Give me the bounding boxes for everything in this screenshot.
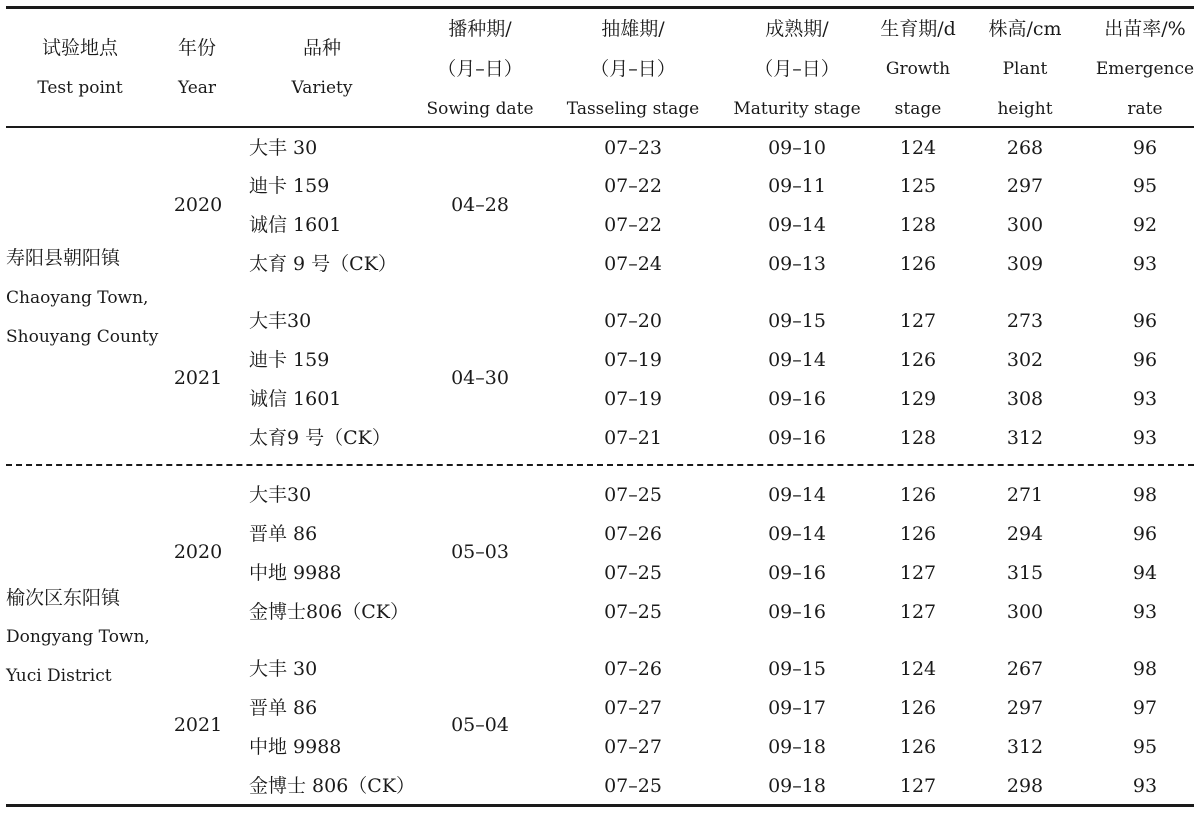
- sowing-date-cell: 04–28: [451, 194, 509, 216]
- maturity-cell: 09–16: [768, 427, 826, 449]
- growth-stage-cell: 124: [899, 658, 937, 680]
- growth-stage-cell: 129: [899, 388, 937, 410]
- growth-stage-cell: 127: [899, 562, 937, 584]
- plant-height-cell: 308: [1006, 388, 1044, 410]
- emergence-rate-cell: 95: [1132, 175, 1158, 197]
- emergence-rate-cell: 95: [1132, 736, 1158, 758]
- maturity-cell: 09–16: [768, 601, 826, 623]
- maturity-cell: 09–14: [768, 214, 826, 236]
- header-rule: [6, 126, 1194, 128]
- variety-cell: 晋单 86: [249, 523, 318, 545]
- emergence-rate-cell: 93: [1132, 388, 1158, 410]
- header-tasseling-cn: 抽雄期/: [601, 18, 665, 40]
- maturity-cell: 09–13: [768, 253, 826, 275]
- header-sowing-cn: 播种期/: [448, 18, 512, 40]
- growth-stage-cell: 127: [899, 775, 937, 797]
- top-rule: [6, 6, 1194, 9]
- sowing-date-cell: 05–03: [451, 541, 509, 563]
- header-emergence-en-2: rate: [1127, 99, 1163, 119]
- tasseling-cell: 07–25: [604, 601, 662, 623]
- tasseling-cell: 07–25: [604, 775, 662, 797]
- tasseling-cell: 07–26: [604, 523, 662, 545]
- tasseling-cell: 07–27: [604, 736, 662, 758]
- variety-cell: 迪卡 159: [249, 349, 330, 371]
- emergence-rate-cell: 94: [1132, 562, 1158, 584]
- maturity-cell: 09–16: [768, 562, 826, 584]
- header-height-en-2: height: [997, 99, 1053, 119]
- emergence-rate-cell: 93: [1132, 601, 1158, 623]
- header-growth-en-1: Growth: [885, 59, 951, 79]
- tasseling-cell: 07–25: [604, 562, 662, 584]
- tasseling-cell: 07–19: [604, 388, 662, 410]
- tasseling-cell: 07–22: [604, 175, 662, 197]
- growth-stage-cell: 126: [899, 253, 937, 275]
- variety-cell: 中地 9988: [249, 562, 342, 584]
- location-name-cn: 寿阳县朝阳镇: [6, 247, 121, 269]
- tasseling-cell: 07–21: [604, 427, 662, 449]
- header-variety-cn: 品种: [302, 37, 342, 59]
- tasseling-cell: 07–20: [604, 310, 662, 332]
- growth-stage-cell: 126: [899, 736, 937, 758]
- emergence-rate-cell: 93: [1132, 775, 1158, 797]
- maturity-cell: 09–14: [768, 523, 826, 545]
- plant-height-cell: 298: [1006, 775, 1044, 797]
- maturity-cell: 09–10: [768, 137, 826, 159]
- plant-height-cell: 297: [1006, 697, 1044, 719]
- emergence-rate-cell: 93: [1132, 253, 1158, 275]
- maturity-cell: 09–14: [768, 484, 826, 506]
- growth-stage-cell: 126: [899, 523, 937, 545]
- bottom-rule: [6, 804, 1194, 807]
- header-height-cn: 株高/cm: [988, 18, 1062, 40]
- location-divider: [6, 464, 1194, 466]
- maturity-cell: 09–11: [768, 175, 826, 197]
- location-name-en: Dongyang Town,: [6, 627, 150, 647]
- header-test-point-cn: 试验地点: [41, 37, 119, 59]
- growth-stage-cell: 128: [899, 427, 937, 449]
- tasseling-cell: 07–25: [604, 484, 662, 506]
- year-cell: 2021: [173, 367, 223, 389]
- header-variety-en: Variety: [291, 78, 353, 98]
- tasseling-cell: 07–19: [604, 349, 662, 371]
- maturity-cell: 09–18: [768, 775, 826, 797]
- year-cell: 2020: [173, 194, 223, 216]
- maturity-cell: 09–15: [768, 658, 826, 680]
- header-maturity-cn: 成熟期/: [765, 18, 829, 40]
- header-year-en: Year: [177, 78, 217, 98]
- plant-height-cell: 300: [1006, 601, 1044, 623]
- growth-stage-cell: 125: [899, 175, 937, 197]
- plant-height-cell: 294: [1006, 523, 1044, 545]
- emergence-rate-cell: 92: [1132, 214, 1158, 236]
- growth-stage-cell: 127: [899, 601, 937, 623]
- growth-stage-cell: 128: [899, 214, 937, 236]
- tasseling-cell: 07–26: [604, 658, 662, 680]
- emergence-rate-cell: 93: [1132, 427, 1158, 449]
- location-name-cn: 榆次区东阳镇: [6, 587, 121, 609]
- growth-stage-cell: 126: [899, 484, 937, 506]
- tasseling-cell: 07–22: [604, 214, 662, 236]
- emergence-rate-cell: 98: [1132, 484, 1158, 506]
- variety-cell: 大丰 30: [249, 658, 318, 680]
- variety-cell: 中地 9988: [249, 736, 342, 758]
- header-growth-en-2: stage: [894, 99, 942, 119]
- emergence-rate-cell: 96: [1132, 523, 1158, 545]
- variety-cell: 迪卡 159: [249, 175, 330, 197]
- variety-cell: 诚信 1601: [249, 214, 342, 236]
- tasseling-cell: 07–23: [604, 137, 662, 159]
- header-height-en-1: Plant: [1002, 59, 1048, 79]
- header-sowing-en: Sowing date: [426, 99, 534, 119]
- variety-cell: 晋单 86: [249, 697, 318, 719]
- emergence-rate-cell: 96: [1132, 310, 1158, 332]
- plant-height-cell: 309: [1006, 253, 1044, 275]
- plant-height-cell: 300: [1006, 214, 1044, 236]
- variety-cell: 大丰 30: [249, 137, 318, 159]
- growth-stage-cell: 126: [899, 349, 937, 371]
- emergence-rate-cell: 97: [1132, 697, 1158, 719]
- variety-cell: 诚信 1601: [249, 388, 342, 410]
- header-growth-cn: 生育期/d: [880, 18, 956, 40]
- maturity-cell: 09–18: [768, 736, 826, 758]
- location-name-en: Yuci District: [6, 666, 112, 686]
- growth-stage-cell: 127: [899, 310, 937, 332]
- header-maturity-unit: （月–日）: [754, 58, 840, 80]
- maturity-cell: 09–14: [768, 349, 826, 371]
- maturity-cell: 09–17: [768, 697, 826, 719]
- variety-cell: 金博士806（CK）: [249, 601, 409, 623]
- header-sowing-unit: （月–日）: [437, 58, 523, 80]
- variety-cell: 太育9 号（CK）: [249, 427, 391, 449]
- header-year-cn: 年份: [177, 37, 217, 59]
- header-tasseling-unit: （月–日）: [590, 58, 676, 80]
- year-cell: 2021: [173, 714, 223, 736]
- location-name-en: Shouyang County: [6, 327, 159, 347]
- variety-cell: 金博士 806（CK）: [249, 775, 416, 797]
- plant-height-cell: 273: [1006, 310, 1044, 332]
- sowing-date-cell: 05–04: [451, 714, 509, 736]
- plant-height-cell: 267: [1006, 658, 1044, 680]
- header-maturity-en: Maturity stage: [733, 99, 861, 119]
- plant-height-cell: 271: [1006, 484, 1044, 506]
- growth-stage-cell: 126: [899, 697, 937, 719]
- emergence-rate-cell: 96: [1132, 349, 1158, 371]
- tasseling-cell: 07–27: [604, 697, 662, 719]
- plant-height-cell: 268: [1006, 137, 1044, 159]
- sowing-date-cell: 04–30: [451, 367, 509, 389]
- location-name-en: Chaoyang Town,: [6, 288, 149, 308]
- emergence-rate-cell: 96: [1132, 137, 1158, 159]
- plant-height-cell: 297: [1006, 175, 1044, 197]
- maturity-cell: 09–15: [768, 310, 826, 332]
- growth-stage-cell: 124: [899, 137, 937, 159]
- header-emergence-en-1: Emergence: [1095, 59, 1195, 79]
- variety-cell: 大丰30: [249, 310, 312, 332]
- plant-height-cell: 312: [1006, 427, 1044, 449]
- emergence-rate-cell: 98: [1132, 658, 1158, 680]
- header-emergence-cn: 出苗率/%: [1104, 18, 1186, 40]
- header-test-point-en: Test point: [37, 78, 123, 98]
- variety-cell: 大丰30: [249, 484, 312, 506]
- plant-height-cell: 315: [1006, 562, 1044, 584]
- maturity-cell: 09–16: [768, 388, 826, 410]
- tasseling-cell: 07–24: [604, 253, 662, 275]
- variety-cell: 太育 9 号（CK）: [249, 253, 397, 275]
- plant-height-cell: 302: [1006, 349, 1044, 371]
- plant-height-cell: 312: [1006, 736, 1044, 758]
- header-tasseling-en: Tasseling stage: [566, 99, 700, 119]
- year-cell: 2020: [173, 541, 223, 563]
